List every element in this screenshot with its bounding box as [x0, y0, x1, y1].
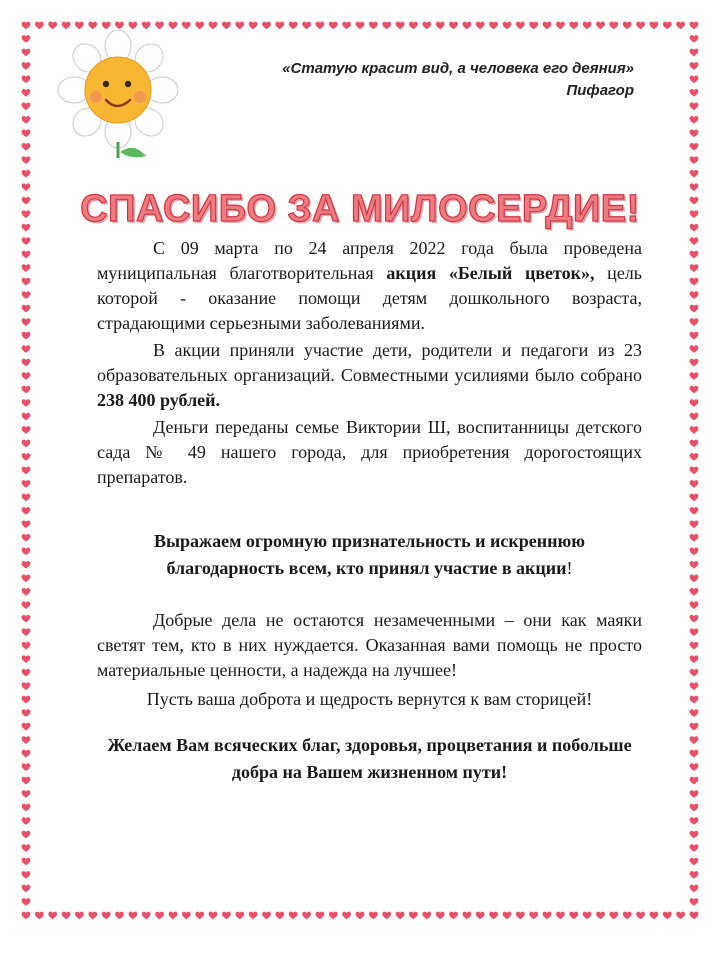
- border-heart-icon: [22, 723, 31, 731]
- border-heart-icon: [382, 22, 391, 30]
- border-heart-icon: [22, 130, 31, 138]
- border-heart-icon: [516, 912, 525, 920]
- border-heart-icon: [489, 22, 498, 30]
- border-heart-icon: [690, 521, 699, 529]
- border-heart-icon: [503, 912, 512, 920]
- border-heart-icon: [289, 22, 298, 30]
- paragraph-good-deeds: Добрые дела не остаются незамеченными – они как маяки светят тем, кто в них нуждается. Оказанная вами помощь не просто материальные ценности, а надежда на лучшее!: [97, 610, 642, 680]
- border-heart-icon: [22, 790, 31, 798]
- border-heart-icon: [22, 251, 31, 259]
- border-heart-icon: [22, 548, 31, 556]
- border-heart-icon: [690, 912, 699, 920]
- border-heart-icon: [22, 413, 31, 421]
- border-heart-icon: [369, 912, 378, 920]
- border-heart-icon: [209, 22, 218, 30]
- border-heart-icon: [342, 912, 351, 920]
- border-heart-icon: [489, 912, 498, 920]
- border-heart-icon: [529, 22, 538, 30]
- border-heart-icon: [690, 440, 699, 448]
- border-heart-icon: [22, 49, 31, 57]
- epigraph-quote: «Статую красит вид, а человека его деяния»: [282, 60, 634, 77]
- border-heart-icon: [690, 291, 699, 299]
- border-heart-icon: [22, 575, 31, 583]
- border-heart-icon: [155, 912, 164, 920]
- border-heart-icon: [690, 49, 699, 57]
- border-heart-icon: [88, 22, 97, 30]
- border-heart-icon: [329, 22, 338, 30]
- border-heart-icon: [22, 426, 31, 434]
- page-title: СПАСИБО ЗА МИЛОСЕРДИЕ!: [80, 188, 640, 230]
- border-heart-icon: [690, 318, 699, 326]
- border-heart-icon: [22, 318, 31, 326]
- border-heart-icon: [690, 130, 699, 138]
- border-heart-icon: [302, 912, 311, 920]
- border-heart-icon: [676, 912, 685, 920]
- border-heart-icon: [690, 426, 699, 434]
- border-heart-icon: [22, 763, 31, 771]
- border-heart-icon: [22, 534, 31, 542]
- border-heart-icon: [690, 858, 699, 866]
- border-heart-icon: [235, 22, 244, 30]
- border-heart-icon: [275, 912, 284, 920]
- border-heart-icon: [22, 291, 31, 299]
- leaf: [120, 148, 146, 158]
- border-heart-icon: [22, 669, 31, 677]
- border-heart-icon: [650, 22, 659, 30]
- border-heart-icon: [22, 858, 31, 866]
- border-heart-icon: [22, 264, 31, 272]
- border-heart-icon: [623, 22, 632, 30]
- border-heart-icon: [690, 103, 699, 111]
- border-heart-icon: [690, 399, 699, 407]
- border-heart-icon: [583, 912, 592, 920]
- border-heart-icon: [690, 750, 699, 758]
- paragraph-campaign: С 09 марта по 24 апреля 2022 года была проведена муниципальная благотворительная акция «Белый цветок», цель которой - оказание помощи детям дошкольного возраста, страдающими серьезными заболеваниями.: [97, 238, 642, 333]
- border-heart-icon: [609, 912, 618, 920]
- border-heart-icon: [690, 345, 699, 353]
- border-heart-icon: [22, 696, 31, 704]
- border-heart-icon: [690, 35, 699, 43]
- border-heart-icon: [75, 22, 84, 30]
- border-heart-icon: [22, 844, 31, 852]
- border-heart-icon: [690, 507, 699, 515]
- border-heart-icon: [690, 615, 699, 623]
- border-heart-icon: [22, 453, 31, 461]
- sun-flower-icon: [56, 30, 180, 162]
- border-heart-icon: [22, 521, 31, 529]
- border-heart-icon: [22, 561, 31, 569]
- border-heart-icon: [690, 777, 699, 785]
- border-heart-icon: [449, 22, 458, 30]
- border-heart-icon: [690, 898, 699, 906]
- border-heart-icon: [690, 628, 699, 636]
- border-heart-icon: [690, 453, 699, 461]
- border-heart-icon: [22, 831, 31, 839]
- border-heart-icon: [690, 736, 699, 744]
- border-heart-icon: [222, 22, 231, 30]
- border-heart-icon: [22, 386, 31, 394]
- border-heart-icon: [22, 750, 31, 758]
- border-heart-icon: [543, 22, 552, 30]
- border-heart-icon: [182, 912, 191, 920]
- border-heart-icon: [690, 682, 699, 690]
- border-heart-icon: [623, 912, 632, 920]
- border-heart-icon: [569, 912, 578, 920]
- border-heart-icon: [22, 736, 31, 744]
- border-heart-icon: [22, 480, 31, 488]
- closing-wishes: Желаем Вам всяческих благ, здоровья, процветания и побольше добра на Вашем жизненном пути!: [107, 735, 632, 782]
- border-heart-icon: [142, 912, 151, 920]
- border-heart-icon: [636, 22, 645, 30]
- border-heart-icon: [22, 372, 31, 380]
- border-heart-icon: [690, 575, 699, 583]
- border-heart-icon: [356, 912, 365, 920]
- border-heart-icon: [690, 844, 699, 852]
- border-heart-icon: [396, 22, 405, 30]
- border-heart-icon: [690, 156, 699, 164]
- border-heart-icon: [22, 345, 31, 353]
- border-heart-icon: [22, 440, 31, 448]
- border-heart-icon: [690, 790, 699, 798]
- border-heart-icon: [22, 237, 31, 245]
- border-heart-icon: [22, 22, 31, 30]
- border-heart-icon: [209, 912, 218, 920]
- border-heart-icon: [22, 332, 31, 340]
- border-heart-icon: [88, 912, 97, 920]
- gratitude-statement: Выражаем огромную признательность и искреннюю благодарность всем, кто принял участие в акции!: [153, 531, 585, 578]
- border-heart-icon: [690, 642, 699, 650]
- border-heart-icon: [22, 35, 31, 43]
- border-heart-icon: [663, 22, 672, 30]
- paragraph-donation: Деньги переданы семье Виктории Ш, воспитанницы детского сада № 49 нашего города, для приобретения дорогостоящих препаратов.: [97, 417, 642, 487]
- border-heart-icon: [22, 278, 31, 286]
- sun-face: [85, 57, 151, 123]
- border-heart-icon: [22, 507, 31, 515]
- border-heart-icon: [22, 912, 31, 920]
- paragraph-kindness: Пусть ваша доброта и щедрость вернутся к вам сторицей!: [146, 689, 593, 709]
- border-heart-icon: [316, 912, 325, 920]
- border-heart-icon: [690, 871, 699, 879]
- border-heart-icon: [690, 305, 699, 313]
- border-heart-icon: [115, 912, 124, 920]
- amount-raised: 238 400 рублей.: [97, 390, 221, 410]
- border-heart-icon: [102, 912, 111, 920]
- border-heart-icon: [382, 912, 391, 920]
- border-heart-icon: [275, 22, 284, 30]
- border-heart-icon: [556, 22, 565, 30]
- border-heart-icon: [22, 399, 31, 407]
- border-heart-icon: [690, 763, 699, 771]
- border-heart-icon: [289, 912, 298, 920]
- border-heart-icon: [436, 912, 445, 920]
- border-heart-icon: [262, 22, 271, 30]
- border-heart-icon: [690, 494, 699, 502]
- border-heart-icon: [182, 22, 191, 30]
- border-heart-icon: [636, 912, 645, 920]
- border-heart-icon: [195, 912, 204, 920]
- border-heart-icon: [22, 615, 31, 623]
- letter-body: [97, 236, 642, 786]
- border-heart-icon: [463, 22, 472, 30]
- border-heart-icon: [690, 76, 699, 84]
- border-heart-icon: [690, 817, 699, 825]
- border-heart-icon: [22, 494, 31, 502]
- border-heart-icon: [422, 912, 431, 920]
- border-heart-icon: [422, 22, 431, 30]
- border-heart-icon: [690, 413, 699, 421]
- border-heart-icon: [690, 143, 699, 151]
- border-heart-icon: [690, 251, 699, 259]
- border-heart-icon: [48, 22, 57, 30]
- border-heart-icon: [22, 76, 31, 84]
- border-heart-icon: [556, 912, 565, 920]
- border-heart-icon: [690, 89, 699, 97]
- border-heart-icon: [22, 898, 31, 906]
- border-heart-icon: [22, 885, 31, 893]
- border-heart-icon: [609, 22, 618, 30]
- border-heart-icon: [22, 682, 31, 690]
- border-heart-icon: [690, 264, 699, 272]
- border-heart-icon: [102, 22, 111, 30]
- border-heart-icon: [342, 22, 351, 30]
- border-heart-icon: [195, 22, 204, 30]
- border-heart-icon: [316, 22, 325, 30]
- border-heart-icon: [690, 548, 699, 556]
- border-heart-icon: [690, 696, 699, 704]
- border-heart-icon: [22, 817, 31, 825]
- border-heart-icon: [690, 116, 699, 124]
- border-heart-icon: [596, 912, 605, 920]
- border-heart-icon: [676, 22, 685, 30]
- border-heart-icon: [690, 359, 699, 367]
- border-heart-icon: [690, 480, 699, 488]
- border-heart-icon: [529, 912, 538, 920]
- paragraph-participants: В акции приняли участие дети, родители и педагоги из 23 образовательных организаций. Совместными усилиями было собрано 238 400 рублей.: [97, 340, 642, 410]
- border-heart-icon: [449, 912, 458, 920]
- border-heart-icon: [690, 561, 699, 569]
- border-heart-icon: [650, 912, 659, 920]
- border-heart-icon: [169, 912, 178, 920]
- border-heart-icon: [48, 912, 57, 920]
- border-heart-icon: [690, 237, 699, 245]
- epigraph-author: Пифагор: [566, 82, 634, 99]
- border-heart-icon: [22, 588, 31, 596]
- border-heart-icon: [690, 601, 699, 609]
- border-heart-icon: [543, 912, 552, 920]
- border-heart-icon: [62, 22, 71, 30]
- campaign-name: акция «Белый цветок»,: [386, 263, 595, 283]
- border-heart-icon: [169, 22, 178, 30]
- border-heart-icon: [22, 642, 31, 650]
- border-heart-icon: [262, 912, 271, 920]
- border-heart-icon: [690, 278, 699, 286]
- border-heart-icon: [222, 912, 231, 920]
- border-heart-icon: [476, 912, 485, 920]
- border-heart-icon: [22, 655, 31, 663]
- border-heart-icon: [690, 534, 699, 542]
- border-heart-icon: [22, 467, 31, 475]
- border-heart-icon: [22, 359, 31, 367]
- border-heart-icon: [690, 62, 699, 70]
- border-heart-icon: [690, 885, 699, 893]
- border-heart-icon: [690, 386, 699, 394]
- border-heart-icon: [396, 912, 405, 920]
- border-heart-icon: [129, 912, 138, 920]
- border-heart-icon: [690, 669, 699, 677]
- border-heart-icon: [569, 22, 578, 30]
- border-heart-icon: [463, 912, 472, 920]
- border-heart-icon: [690, 709, 699, 717]
- border-heart-icon: [690, 170, 699, 178]
- border-heart-icon: [22, 777, 31, 785]
- border-heart-icon: [129, 22, 138, 30]
- border-heart-icon: [235, 912, 244, 920]
- border-heart-icon: [690, 655, 699, 663]
- border-heart-icon: [690, 588, 699, 596]
- border-heart-icon: [35, 912, 44, 920]
- border-heart-icon: [476, 22, 485, 30]
- border-heart-icon: [142, 22, 151, 30]
- border-heart-icon: [249, 912, 258, 920]
- epigraph: [174, 58, 634, 102]
- border-heart-icon: [35, 22, 44, 30]
- border-heart-icon: [690, 831, 699, 839]
- border-heart-icon: [22, 709, 31, 717]
- border-heart-icon: [22, 601, 31, 609]
- border-heart-icon: [409, 22, 418, 30]
- border-heart-icon: [22, 871, 31, 879]
- border-heart-icon: [516, 22, 525, 30]
- border-heart-icon: [596, 22, 605, 30]
- border-heart-icon: [22, 804, 31, 812]
- border-heart-icon: [155, 22, 164, 30]
- border-heart-icon: [302, 22, 311, 30]
- border-heart-icon: [22, 116, 31, 124]
- border-heart-icon: [369, 22, 378, 30]
- border-heart-icon: [22, 62, 31, 70]
- border-heart-icon: [75, 912, 84, 920]
- border-heart-icon: [583, 22, 592, 30]
- border-heart-icon: [22, 628, 31, 636]
- border-heart-icon: [115, 22, 124, 30]
- border-heart-icon: [22, 156, 31, 164]
- border-heart-icon: [690, 332, 699, 340]
- border-heart-icon: [356, 22, 365, 30]
- border-heart-icon: [22, 89, 31, 97]
- border-heart-icon: [409, 912, 418, 920]
- border-heart-icon: [436, 22, 445, 30]
- border-heart-icon: [690, 467, 699, 475]
- border-heart-icon: [62, 912, 71, 920]
- border-heart-icon: [690, 723, 699, 731]
- border-heart-icon: [22, 143, 31, 151]
- border-heart-icon: [690, 804, 699, 812]
- border-heart-icon: [503, 22, 512, 30]
- border-heart-icon: [329, 912, 338, 920]
- border-heart-icon: [22, 103, 31, 111]
- border-heart-icon: [663, 912, 672, 920]
- border-heart-icon: [22, 305, 31, 313]
- border-heart-icon: [690, 22, 699, 30]
- border-heart-icon: [249, 22, 258, 30]
- border-heart-icon: [690, 372, 699, 380]
- border-heart-icon: [22, 170, 31, 178]
